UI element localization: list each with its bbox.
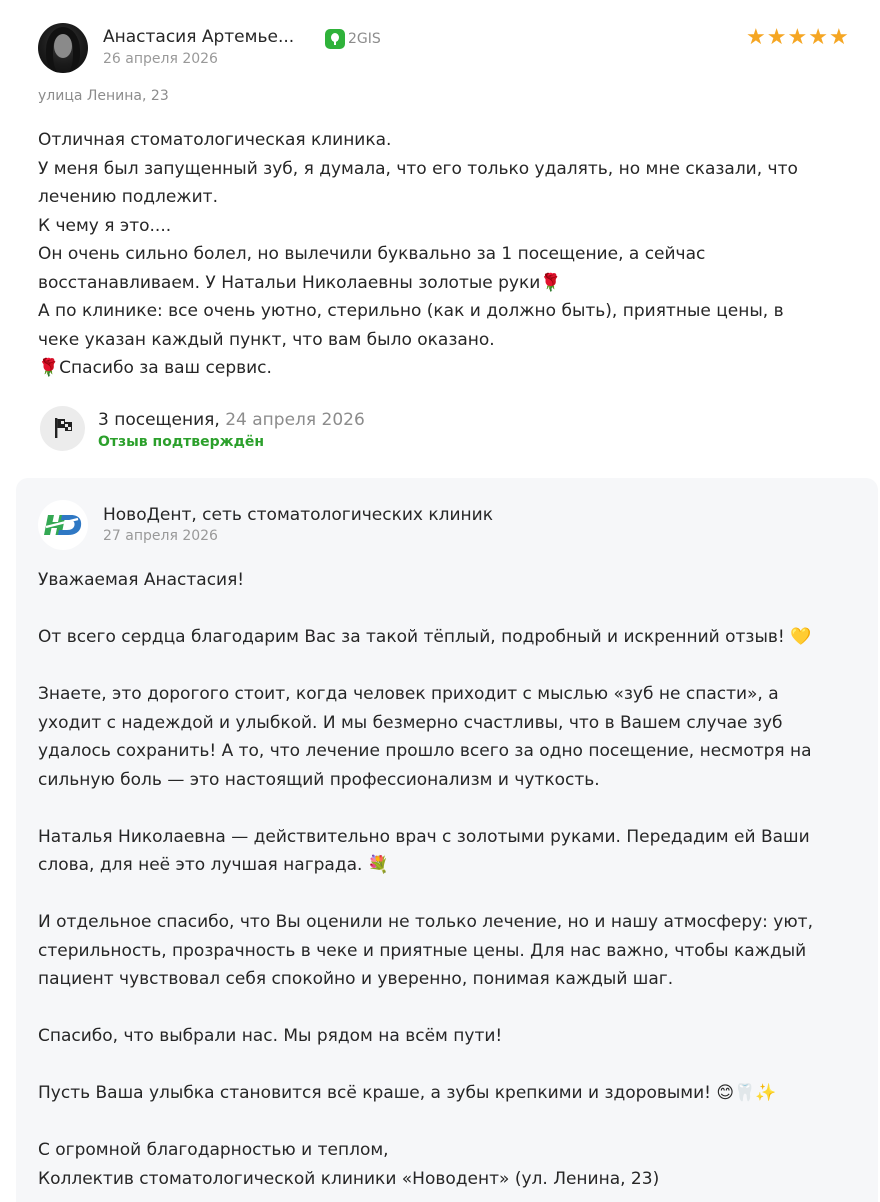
verified-label: Отзыв подтверждён	[98, 434, 265, 450]
reply-date: 27 апреля 2026	[103, 528, 218, 544]
review-line: восстанавливаем. У Натальи Николаевны золотые руки🌹	[38, 272, 562, 293]
reply-paragraph: Уважаемая Анастасия!	[38, 570, 245, 590]
reply-paragraph: Спасибо, что выбрали нас. Мы рядом на всём пути!	[38, 1026, 503, 1046]
flag-icon	[54, 417, 74, 439]
visits-badge	[40, 406, 85, 451]
author-avatar[interactable]	[38, 23, 88, 73]
reply-paragraph: От всего сердца благодарим Вас за такой тёплый, подробный и искренний отзыв! 💛	[38, 627, 812, 647]
author-name[interactable]: Анастасия Артемье...	[103, 27, 295, 47]
source-badge	[325, 29, 381, 49]
branch-address: улица Ленина, 23	[38, 88, 169, 104]
reply-paragraph: Знаете, это дорогого стоит, когда человек приходит с мыслью «зуб не спасти», а уходит с надеждой и улыбкой. И мы безмерно счастливы, что в Вашем случае зуб удалось сохранить! А то, что лечение прошло всего за одно посещение, несмотря на сильную боль — это настоящий профессионализм и чуткость.	[38, 684, 812, 790]
rating-stars	[746, 27, 849, 49]
review-line: чеке указан каждый пункт, что вам было оказано.	[38, 329, 495, 350]
star-icon: ★	[766, 25, 787, 50]
reply-paragraph: С огромной благодарностью и теплом, Коллектив стоматологической клиники «Новодент» (ул. Ленина, 23)	[38, 1140, 660, 1189]
visits-date: 24 апреля 2026	[225, 410, 365, 430]
review-date: 26 апреля 2026	[103, 51, 218, 67]
review-line: лечению подлежит.	[38, 187, 218, 207]
star-icon: ★	[808, 25, 828, 50]
source-label: 2GIS	[348, 31, 381, 47]
review-line: К чему я это....	[38, 215, 172, 236]
org-name[interactable]: НовоДент, сеть стоматологических клиник	[103, 505, 493, 525]
star-icon: ★	[787, 25, 808, 50]
visits-count	[98, 410, 365, 430]
review-line: Отличная стоматологическая клиника.	[38, 130, 392, 150]
review-line: 🌹Спасибо за ваш сервис.	[38, 358, 272, 378]
review-line: Он очень сильно болел, но вылечили буквально за 1 посещение, а сейчас	[38, 244, 706, 264]
novodent-logo-icon[interactable]	[38, 500, 88, 550]
2gis-icon	[325, 29, 345, 49]
reply-paragraph: Пусть Ваша улыбка становится всё краше, а зубы крепкими и здоровыми! 😊🦷✨	[38, 1083, 777, 1103]
review-line: У меня был запущенный зуб, я думала, что его только удалять, но мне сказали, что	[38, 158, 798, 179]
reply-text	[38, 566, 858, 1193]
reply-paragraph: И отдельное спасибо, что Вы оценили не только лечение, но и нашу атмосферу: уют, стерильность, прозрачность в чеке и приятные цены. Для нас важно, чтобы каждый пациент чувствовал себя спокойно и уверенно, понимая каждый шаг.	[38, 912, 813, 989]
star-icon: ★	[828, 25, 849, 50]
star-icon: ★	[746, 25, 766, 50]
organization-reply	[16, 478, 878, 1202]
novodent-logo-svg	[38, 500, 88, 550]
review-line: А по клинике: все очень уютно, стерильно (как и должно быть), приятные цены, в	[38, 301, 784, 321]
visits-count-text: 3 посещения,	[98, 410, 220, 430]
review-text	[38, 126, 858, 383]
reply-paragraph: Наталья Николаевна — действительно врач с золотыми руками. Передадим ей Ваши слова, для неё это лучшая награда. 💐	[38, 826, 810, 875]
